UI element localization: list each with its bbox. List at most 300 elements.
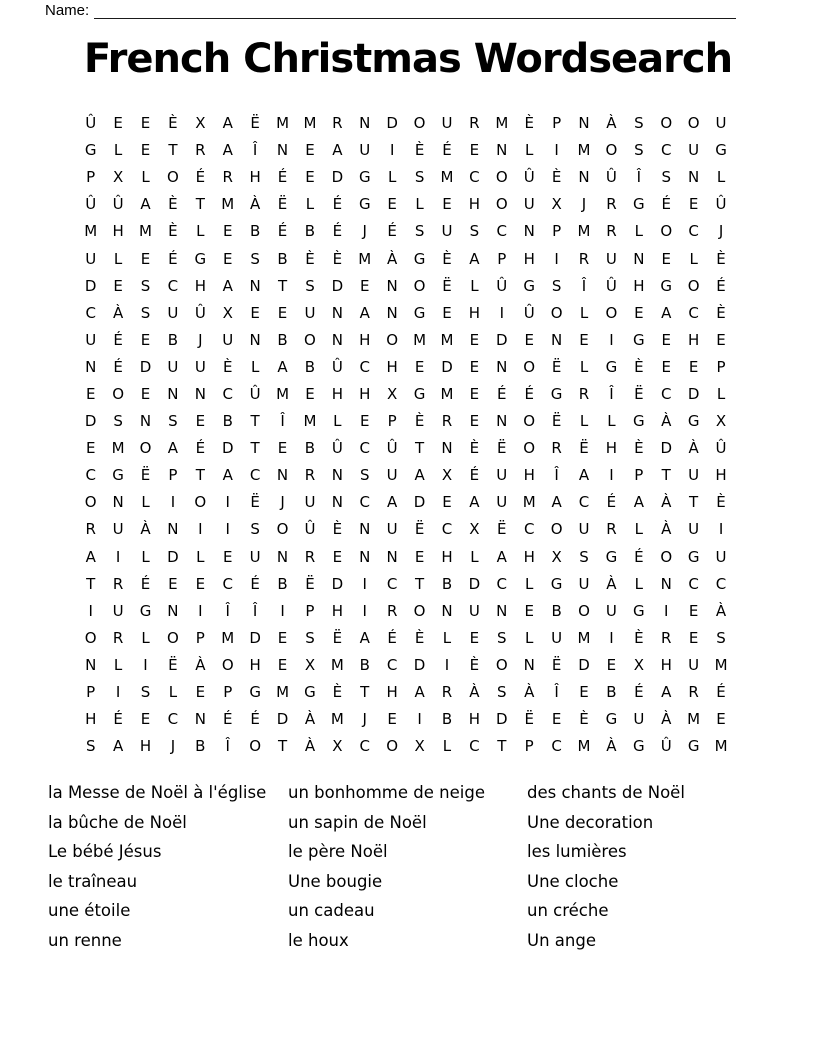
grid-cell: O	[550, 303, 563, 322]
grid-cell: E	[140, 114, 151, 133]
grid-cell: U	[249, 547, 261, 566]
grid-cell: H	[386, 683, 398, 702]
grid-cell: Û	[523, 303, 535, 322]
grid-cell: S	[551, 276, 562, 295]
grid-cell: L	[113, 249, 123, 268]
grid-cell: O	[84, 493, 97, 512]
grid-cell: N	[359, 114, 371, 133]
grid-cell: À	[715, 601, 727, 620]
grid-cell: X	[715, 412, 727, 431]
grid-cell: G	[605, 710, 618, 729]
grid-cell: P	[387, 412, 397, 431]
grid-cell: D	[468, 574, 481, 593]
grid-cell: L	[442, 737, 452, 756]
grid-cell: L	[113, 141, 123, 160]
grid-cell: G	[687, 412, 700, 431]
grid-cell: T	[414, 439, 425, 458]
grid-cell: A	[222, 276, 233, 295]
grid-cell: U	[441, 114, 453, 133]
grid-cell: G	[139, 601, 152, 620]
grid-cell: D	[221, 439, 234, 458]
grid-cell: N	[441, 601, 453, 620]
grid-cell: Î	[252, 601, 258, 620]
grid-cell: N	[276, 141, 289, 160]
grid-cell: N	[688, 168, 700, 187]
grid-cell: L	[387, 168, 397, 187]
grid-cell: L	[113, 655, 123, 674]
grid-cell: Û	[605, 168, 617, 187]
grid-cell: U	[496, 466, 508, 485]
grid-cell: È	[414, 141, 425, 160]
grid-cell: À	[661, 520, 672, 539]
grid-cell: A	[387, 493, 398, 512]
grid-cell: N	[523, 222, 535, 241]
grid-cell: H	[715, 466, 727, 485]
grid-cell: L	[168, 683, 178, 702]
grid-cell: O	[605, 303, 618, 322]
grid-cell: È	[716, 493, 726, 512]
grid-cell: E	[442, 303, 452, 322]
grid-cell: N	[276, 466, 289, 485]
grid-cell: G	[112, 466, 124, 485]
grid-cell: É	[387, 628, 397, 647]
grid-cell: É	[195, 439, 206, 458]
word-item: la bûche de Noël	[48, 812, 187, 832]
grid-cell: O	[386, 737, 399, 756]
grid-cell: D	[331, 276, 344, 295]
grid-cell: E	[113, 276, 123, 295]
grid-cell: G	[633, 412, 645, 431]
grid-cell: H	[85, 710, 97, 729]
grid-cell: A	[222, 114, 233, 133]
grid-cell: B	[304, 357, 316, 376]
grid-cell: È	[332, 520, 343, 539]
grid-cell: S	[140, 276, 151, 295]
grid-cell: D	[331, 168, 344, 187]
grid-cell: E	[277, 439, 288, 458]
grid-cell: E	[579, 330, 589, 349]
grid-cell: M	[440, 330, 454, 349]
grid-cell: É	[195, 168, 206, 187]
grid-cell: È	[551, 168, 562, 187]
grid-cell: N	[496, 141, 508, 160]
grid-cell: O	[413, 276, 426, 295]
grid-cell: Û	[331, 357, 343, 376]
name-fill-in-line	[94, 3, 736, 19]
grid-cell: N	[441, 439, 453, 458]
grid-cell: O	[523, 357, 536, 376]
grid-cell: D	[413, 655, 426, 674]
grid-cell: H	[523, 547, 535, 566]
grid-cell: N	[386, 303, 398, 322]
grid-cell: B	[277, 330, 288, 349]
grid-cell: J	[362, 222, 367, 241]
grid-cell: O	[660, 547, 673, 566]
grid-cell: H	[331, 601, 343, 620]
grid-cell: I	[170, 493, 176, 512]
grid-cell: E	[716, 330, 726, 349]
grid-cell: È	[222, 357, 233, 376]
grid-cell: U	[688, 520, 700, 539]
grid-cell: P	[86, 683, 96, 702]
grid-cell: À	[304, 737, 316, 756]
grid-cell: G	[194, 249, 207, 268]
grid-cell: N	[386, 547, 398, 566]
grid-cell: N	[331, 303, 343, 322]
grid-cell: I	[198, 520, 203, 539]
grid-cell: H	[386, 357, 398, 376]
grid-cell: T	[277, 276, 288, 295]
grid-cell: L	[579, 303, 589, 322]
grid-cell: È	[168, 114, 178, 133]
grid-cell: N	[85, 655, 97, 674]
grid-cell: U	[304, 303, 316, 322]
grid-cell: P	[168, 466, 178, 485]
grid-cell: X	[469, 520, 480, 539]
grid-cell: M	[577, 628, 591, 647]
grid-cell: O	[167, 168, 179, 187]
grid-cell: Ë	[250, 114, 260, 133]
word-item: Une bougie	[288, 871, 383, 891]
grid-cell: M	[330, 655, 344, 674]
grid-cell: H	[468, 195, 481, 214]
grid-cell: À	[606, 114, 617, 133]
grid-cell: Î	[280, 412, 285, 431]
grid-cell: E	[113, 114, 123, 133]
grid-cell: É	[387, 222, 397, 241]
grid-cell: B	[606, 683, 617, 702]
word-item: Un ange	[527, 930, 596, 950]
grid-cell: C	[85, 466, 96, 485]
grid-cell: M	[276, 114, 290, 133]
grid-cell: A	[469, 493, 480, 512]
grid-cell: Ë	[634, 384, 644, 403]
grid-cell: E	[140, 141, 151, 160]
grid-cell: S	[250, 520, 260, 539]
grid-cell: U	[468, 601, 480, 620]
grid-cell: P	[305, 601, 315, 620]
grid-cell: D	[331, 574, 344, 593]
grid-cell: S	[305, 628, 315, 647]
grid-cell: É	[716, 276, 726, 295]
grid-cell: È	[168, 222, 178, 241]
grid-cell: Û	[249, 384, 261, 403]
grid-cell: D	[413, 493, 426, 512]
grid-cell: M	[276, 384, 290, 403]
name-row	[45, 2, 745, 19]
grid-cell: O	[413, 601, 426, 620]
grid-cell: Ë	[579, 439, 589, 458]
grid-cell: L	[305, 195, 315, 214]
grid-cell: H	[633, 276, 645, 295]
grid-cell: L	[333, 412, 342, 431]
grid-cell: É	[634, 547, 644, 566]
grid-cell: G	[304, 683, 316, 702]
grid-cell: À	[661, 710, 672, 729]
grid-cell: U	[688, 466, 700, 485]
grid-cell: E	[414, 547, 425, 566]
grid-cell: T	[168, 141, 178, 160]
grid-cell: E	[442, 493, 452, 512]
grid-cell: N	[496, 601, 508, 620]
name-label: Name:	[45, 2, 90, 19]
grid-cell: Û	[85, 114, 97, 133]
grid-cell: G	[413, 303, 426, 322]
grid-cell: L	[141, 493, 150, 512]
grid-cell: Û	[523, 168, 535, 187]
grid-cell: L	[579, 412, 589, 431]
grid-cell: N	[633, 249, 645, 268]
grid-cell: Î	[554, 466, 559, 485]
grid-cell: T	[195, 466, 205, 485]
grid-cell: A	[414, 683, 425, 702]
grid-cell: È	[469, 439, 480, 458]
grid-cell: S	[497, 628, 507, 647]
grid-cell: A	[496, 547, 507, 566]
grid-cell: X	[441, 466, 453, 485]
grid-cell: X	[332, 737, 343, 756]
grid-cell: E	[222, 249, 233, 268]
grid-cell: G	[687, 737, 700, 756]
grid-cell: D	[578, 655, 590, 674]
grid-cell: A	[633, 493, 644, 512]
grid-cell: M	[84, 222, 98, 241]
grid-cell: Ë	[442, 276, 452, 295]
grid-cell: U	[605, 601, 617, 620]
word-item: des chants de Noël	[527, 783, 685, 802]
grid-cell: U	[578, 520, 590, 539]
grid-cell: Û	[715, 439, 727, 458]
grid-cell: À	[195, 655, 206, 674]
grid-cell: P	[86, 168, 96, 187]
grid-cell: Ë	[497, 439, 507, 458]
grid-cell: È	[442, 249, 452, 268]
grid-cell: U	[112, 520, 124, 539]
grid-cell: S	[414, 222, 425, 241]
grid-cell: I	[554, 141, 559, 160]
grid-cell: E	[469, 357, 480, 376]
grid-cell: C	[523, 520, 535, 539]
grid-cell: E	[332, 547, 343, 566]
grid-cell: G	[605, 357, 618, 376]
grid-cell: L	[250, 357, 260, 376]
grid-cell: D	[386, 114, 398, 133]
grid-cell: O	[167, 628, 179, 647]
grid-cell: E	[442, 195, 452, 214]
grid-cell: S	[113, 412, 123, 431]
grid-cell: O	[276, 520, 289, 539]
grid-cell: I	[115, 683, 121, 702]
grid-cell: R	[606, 222, 617, 241]
grid-cell: L	[141, 547, 150, 566]
grid-cell: N	[386, 276, 398, 295]
grid-cell: I	[198, 601, 203, 620]
grid-cell: Û	[715, 195, 727, 214]
grid-cell: D	[496, 330, 508, 349]
wordsearch-grid	[77, 110, 735, 760]
grid-cell: G	[633, 195, 645, 214]
grid-cell: R	[688, 683, 699, 702]
grid-cell: N	[331, 330, 343, 349]
grid-cell: U	[222, 330, 234, 349]
grid-cell: À	[140, 520, 151, 539]
grid-cell: N	[167, 601, 179, 620]
grid-cell: É	[634, 683, 644, 702]
word-item: Une decoration	[527, 812, 654, 832]
grid-cell: E	[661, 330, 671, 349]
grid-cell: À	[250, 195, 261, 214]
grid-cell: U	[715, 547, 727, 566]
grid-cell: È	[414, 628, 425, 647]
grid-cell: B	[195, 737, 206, 756]
grid-cell: P	[497, 249, 507, 268]
grid-cell: O	[194, 493, 207, 512]
grid-cell: U	[85, 249, 97, 268]
grid-cell: H	[249, 655, 261, 674]
grid-cell: Ë	[277, 195, 288, 214]
grid-cell: N	[359, 547, 371, 566]
grid-cell: O	[687, 114, 700, 133]
grid-cell: É	[250, 710, 260, 729]
grid-cell: M	[687, 710, 701, 729]
grid-cell: I	[499, 303, 505, 322]
grid-cell: T	[250, 412, 260, 431]
grid-cell: G	[358, 168, 371, 187]
grid-cell: G	[413, 249, 426, 268]
grid-cell: C	[249, 466, 261, 485]
grid-cell: N	[331, 466, 343, 485]
grid-cell: X	[112, 168, 124, 187]
grid-cell: B	[304, 439, 316, 458]
grid-cell: L	[141, 628, 150, 647]
word-item: un sapin de Noël	[288, 812, 427, 832]
grid-cell: L	[196, 222, 205, 241]
grid-cell: É	[606, 493, 617, 512]
grid-cell: A	[222, 466, 233, 485]
grid-cell: A	[359, 628, 370, 647]
grid-cell: G	[660, 276, 673, 295]
grid-cell: E	[222, 222, 233, 241]
grid-cell: O	[523, 412, 536, 431]
grid-cell: À	[606, 737, 617, 756]
grid-cell: O	[578, 601, 590, 620]
grid-cell: D	[276, 710, 289, 729]
grid-cell: T	[661, 466, 671, 485]
grid-cell: R	[606, 520, 617, 539]
grid-cell: U	[304, 493, 316, 512]
grid-cell: E	[195, 683, 206, 702]
grid-cell: D	[139, 357, 152, 376]
grid-cell: Î	[581, 276, 587, 295]
grid-cell: É	[222, 710, 233, 729]
grid-cell: Î	[554, 683, 559, 702]
grid-cell: U	[386, 466, 398, 485]
grid-cell: E	[250, 303, 260, 322]
grid-cell: C	[222, 384, 233, 403]
grid-cell: L	[196, 547, 205, 566]
grid-cell: Î	[225, 737, 230, 756]
grid-cell: I	[225, 493, 230, 512]
grid-cell: À	[304, 710, 316, 729]
grid-cell: È	[524, 114, 534, 133]
grid-cell: S	[497, 683, 507, 702]
grid-cell: S	[250, 249, 260, 268]
grid-cell: C	[359, 737, 370, 756]
grid-cell: O	[660, 222, 673, 241]
grid-cell: O	[413, 114, 426, 133]
grid-cell: È	[716, 249, 726, 268]
grid-cell: X	[304, 655, 316, 674]
word-list-column	[48, 778, 266, 956]
grid-cell: I	[444, 655, 450, 674]
grid-cell: H	[523, 249, 535, 268]
grid-cell: É	[524, 384, 534, 403]
grid-cell: Î	[225, 601, 230, 620]
grid-cell: È	[168, 195, 178, 214]
grid-cell: G	[715, 141, 727, 160]
grid-cell: E	[360, 276, 370, 295]
grid-cell: N	[359, 520, 371, 539]
grid-cell: T	[497, 737, 507, 756]
grid-cell: C	[222, 574, 233, 593]
grid-cell: E	[469, 141, 480, 160]
grid-cell: É	[277, 168, 288, 187]
grid-cell: R	[112, 628, 124, 647]
grid-cell: Ë	[497, 520, 507, 539]
grid-cell: S	[305, 276, 315, 295]
grid-cell: M	[577, 141, 591, 160]
grid-cell: R	[606, 195, 617, 214]
grid-cell: E	[387, 710, 397, 729]
grid-cell: À	[688, 439, 699, 458]
grid-cell: U	[194, 357, 206, 376]
grid-cell: R	[441, 683, 453, 702]
grid-cell: È	[716, 303, 726, 322]
grid-cell: H	[660, 655, 672, 674]
grid-cell: O	[84, 628, 97, 647]
grid-cell: R	[469, 114, 480, 133]
grid-cell: H	[331, 384, 343, 403]
grid-cell: S	[579, 547, 589, 566]
grid-cell: C	[359, 439, 370, 458]
grid-cell: E	[305, 384, 315, 403]
grid-cell: È	[634, 439, 644, 458]
grid-cell: L	[716, 168, 726, 187]
grid-cell: M	[522, 493, 536, 512]
grid-cell: É	[332, 222, 343, 241]
grid-cell: È	[414, 412, 425, 431]
grid-cell: G	[633, 601, 645, 620]
grid-cell: E	[140, 384, 151, 403]
grid-cell: H	[359, 330, 371, 349]
grid-cell: U	[167, 357, 179, 376]
grid-cell: R	[195, 141, 206, 160]
grid-cell: U	[85, 330, 97, 349]
grid-cell: P	[195, 628, 205, 647]
grid-cell: S	[716, 628, 726, 647]
grid-cell: U	[359, 141, 371, 160]
grid-cell: É	[168, 249, 178, 268]
grid-cell: C	[688, 574, 699, 593]
grid-cell: L	[634, 222, 643, 241]
grid-cell: O	[687, 276, 700, 295]
grid-cell: N	[194, 384, 206, 403]
grid-cell: A	[551, 493, 562, 512]
grid-cell: C	[359, 357, 370, 376]
grid-cell: Û	[605, 276, 617, 295]
grid-cell: E	[469, 384, 480, 403]
grid-cell: A	[222, 141, 233, 160]
